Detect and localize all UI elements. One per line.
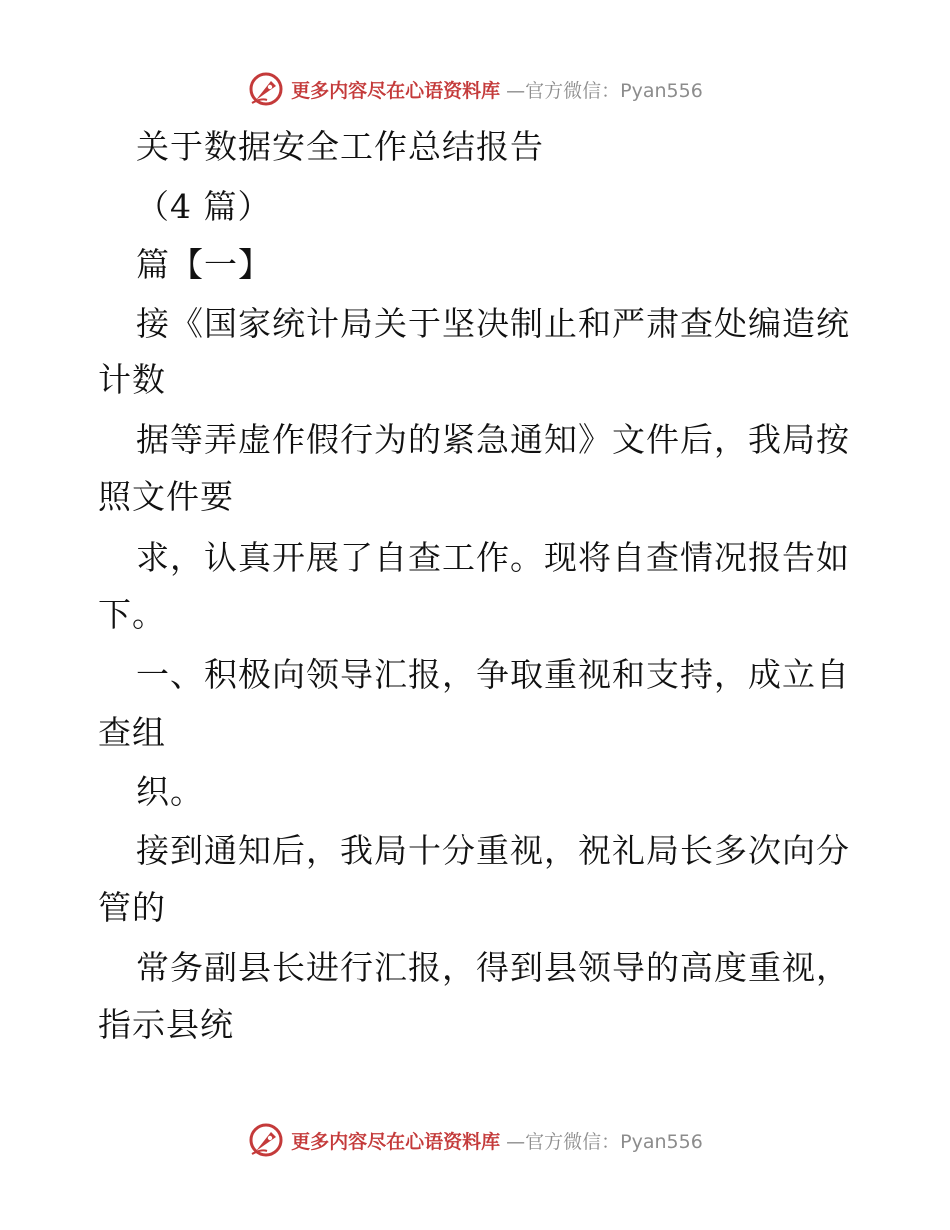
- paragraph-line: 接《国家统计局关于坚决制止和严肃查处编造统: [136, 304, 850, 343]
- paragraph-line: 一、积极向领导汇报，争取重视和支持，成立自: [136, 655, 850, 694]
- paragraph-line: 管的: [98, 888, 166, 927]
- pen-nib-logo-icon: [247, 70, 285, 108]
- paragraph-line: 查组: [98, 713, 166, 752]
- watermark-contact-text: —官方微信：Pyan556: [506, 79, 703, 102]
- footer-watermark: [0, 1121, 950, 1159]
- paragraph-line: 接到通知后，我局十分重视，祝礼局长多次向分: [136, 831, 850, 870]
- document-subtitle: （4 篇）: [136, 187, 272, 226]
- paragraph-line: 照文件要: [98, 477, 234, 516]
- document-title: 关于数据安全工作总结报告: [136, 127, 544, 166]
- paragraph-line: 下。: [98, 595, 166, 634]
- watermark-brand-text: 更多内容尽在心语资料库: [291, 1130, 501, 1153]
- paragraph-line: 据等弄虚作假行为的紧急通知》文件后，我局按: [136, 420, 850, 459]
- section-heading: 篇【一】: [136, 245, 272, 284]
- header-watermark: [0, 70, 950, 108]
- watermark-brand-text: 更多内容尽在心语资料库: [291, 79, 501, 102]
- pen-nib-logo-icon: [247, 1121, 285, 1159]
- paragraph-line: 织。: [136, 772, 204, 811]
- paragraph-line: 指示县统: [98, 1005, 234, 1044]
- paragraph-line: 常务副县长进行汇报，得到县领导的高度重视，: [136, 948, 850, 987]
- paragraph-line: 求，认真开展了自查工作。现将自查情况报告如: [136, 538, 850, 577]
- paragraph-line: 计数: [98, 360, 166, 399]
- watermark-contact-text: —官方微信：Pyan556: [506, 1130, 703, 1153]
